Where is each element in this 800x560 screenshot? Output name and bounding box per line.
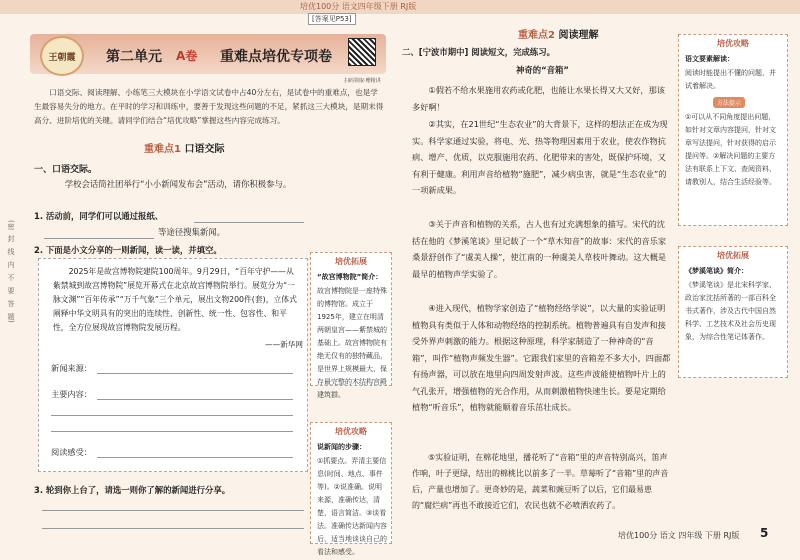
brand-logo: 王朝霞 — [40, 36, 84, 76]
top-bar-text: 培优100分 语文四年级下册 RJ版 — [300, 2, 417, 11]
left-column — [24, 20, 394, 556]
essay-title: 神奇的“音箱” — [516, 65, 569, 75]
section-title: 阅读理解 — [558, 30, 599, 41]
tip-title: 说新闻的步骤： — [317, 443, 366, 451]
tip-heading: 培优拓展 — [335, 256, 367, 266]
method-hint-button[interactable]: 方法提示 — [713, 97, 745, 108]
section-heading-oral — [144, 140, 224, 155]
essay-paragraph-2: ②其实，在21世纪“生态农业”的大背景下，这样的想法正在成为现实。科学家通过实验，将电、光、热等物理因素用于农业，使农作物抗病、增产、优质，以克服施用农药、化肥带来的害处，既保护环境，又有利于健康。利用声音给植物“施肥”，减少病虫害，就是“生态农业”的一项新成果。 — [412, 119, 668, 195]
tip-heading: 培优拓展 — [717, 250, 749, 260]
tip-box-mengxi — [678, 246, 788, 378]
tip-heading: 培优攻略 — [717, 38, 749, 48]
intro-paragraph: 口语交际、阅读理解、小练笔三大模块在小学语文试卷中占40分左右，是试卷中的重难点，也是学生最容易失分的地方。在平时的学习和训练中，要善于发现这些问题的不足，紧抓这三大模块，是期末得高分、进阶培优的关键。请同学们结合“培优攻略”掌握这些内容完成练习。 — [34, 88, 384, 125]
title-banner — [30, 34, 386, 74]
question-1-2: 2. 下面是小文分享的一则新闻，读一读，并填空。 — [34, 245, 222, 255]
section-title: 口语交际 — [184, 144, 225, 155]
tip-title: “故宫博物院”简介： — [317, 273, 383, 281]
tip-heading: 培优攻略 — [335, 426, 367, 436]
essay-paragraph-4: ④进入现代，植物学家创造了“植物经络学说”，以大量的实验证明植物具有类似于人体和动物经络的控制系统。植物普遍具有自发声和接受外界声刺激的能力。根据这种原理，科学家制造了一种神奇的“音箱”，叫作“植物声频发生器”。它跟我们家里的音箱差不多大小，四面都有扬声器，可以放在地里向四周发射声波。这些声波能使植物叶片上的气孔张开，增强植物的光合作用，从而刺激植物快速生长。要是定期给植物“听音乐”，植物就能顺着音乐茁壮成长。 — [412, 303, 671, 412]
seal-text: 线 — [7, 248, 15, 255]
tip-body: ①抓要点。弄清主要信息(时间、地点、事件等)。②说准确。说明来源，准确传达，清楚，语言简洁。③谈看法。准确传达新闻内容后，适当地谈谈自己的看法和感受。 — [317, 457, 387, 556]
right-column — [398, 20, 798, 550]
question-1-stem: 学校会话筒社团举行“小小新闻发布会”活动，请你积极参与。 — [64, 179, 292, 189]
question-1-1-tail: 等途径搜集新闻。 — [158, 227, 225, 237]
unit-title: 第二单元 — [106, 49, 162, 65]
news-box — [38, 258, 308, 472]
question-1-title: 一、口语交际。 — [34, 165, 98, 175]
seal-text: 题) — [7, 313, 15, 323]
page-title: 重难点培优专项卷 — [220, 49, 332, 65]
tip-body: 故宫博物院是一座特殊的博物馆。成立于1925年，建立在明清两朝皇宫——紫禁城的基础上。故宫博物院有绝无仅有的独特藏品，是世界上规模最大、保存最完整的木结构宫殿建筑群。 — [317, 287, 387, 399]
question-1-3: 3. 轮到你上台了，请选一则你了解的新闻进行分享。 — [34, 485, 231, 495]
label-main-content: 主要内容： — [51, 389, 92, 399]
tip-title: 语文要素解读： — [685, 55, 734, 63]
tip-box-palace — [310, 252, 392, 399]
answer-line[interactable] — [42, 510, 304, 511]
tip-box-reading-method — [678, 34, 788, 226]
answer-line[interactable] — [51, 415, 293, 416]
tip-body: 阅读时能提出不懂的问题，并试着解决。 — [685, 69, 776, 90]
seal-line — [2, 30, 22, 540]
seal-text: 内 — [7, 261, 15, 268]
news-source: ——新华网 — [265, 340, 303, 349]
tip-body: 《梦溪笔谈》是北宋科学家、政治家沈括所著的一部百科全书式著作，涉及古代中国自然科学、工艺技术及社会历史现象，为综合性笔记体著作。 — [685, 281, 776, 341]
answer-line[interactable] — [97, 373, 293, 374]
seal-text: 答 — [7, 300, 15, 307]
seal-text: 封 — [7, 235, 15, 242]
seal-text: 不 — [7, 274, 15, 281]
answer-line[interactable] — [44, 238, 154, 239]
question-1-1: 1. 活动前，同学们可以通过报纸、 — [34, 211, 164, 221]
section-heading-reading — [518, 26, 598, 41]
section-tag: 重难点2 — [518, 30, 555, 41]
tip-box-news-steps — [310, 422, 392, 556]
answer-line[interactable] — [51, 431, 293, 432]
essay-paragraph-1: ①假若不给水果施用农药或化肥，也能让水果长得又大又好，那该多好啊！ — [412, 85, 665, 112]
answer-tag: [答案见P53] — [308, 13, 356, 25]
qr-code-icon[interactable] — [348, 38, 376, 66]
news-text: 2025年是故宫博物院建院100周年。9月29日，“百年守护——从紫禁城到故宫博物院”展览开幕式在北京故宫博物院举行。展览分为“一脉文渊”“百年传承”“万千气象”三个单元，展出文物200件(套)，立体式阐释中华文明具有的突出的连续性、创新性、统一性、包容性、和平性，全方位展现故宫博物院发展历程。 — [53, 267, 297, 332]
label-reading-feeling: 阅读感受： — [51, 447, 92, 457]
tip-body-method: ①可以从不同角度提出问题，如针对文章内容提问，针对文章写法提问，针对获得的启示提问等。②解决问题的主要方法有联系上下文、查阅资料、请教别人，结合生活经验等。 — [685, 113, 776, 186]
seal-text: 要 — [7, 287, 15, 294]
answer-line[interactable] — [194, 222, 304, 223]
section-tag: 重难点1 — [144, 144, 181, 155]
label-news-source: 新闻来源： — [51, 363, 92, 373]
page-number: 5 — [760, 526, 769, 540]
seal-text: (密 — [7, 220, 15, 230]
essay-paragraph-5: ⑤实验证明，在棉花地里，播花听了“音箱”里的声音特别高兴，笛声作响，叶子更绿，结出的棉桃比以前多了一半。草莓听了“音箱”里的声音后，产量也增加了。更奇妙的是，蔬菜和豌豆听了以后，它们最易患的“腐烂病”再也不敢接近它们，农民也就不必喷洒农药了。 — [412, 453, 669, 510]
tip-title: 《梦溪笔谈》简介： — [685, 267, 748, 275]
paper-version: A卷 — [176, 49, 198, 63]
page-footer: 培优100分 语文 四年级 下册 RJ版 — [618, 531, 740, 540]
essay-paragraph-3: ③关于声音和植物的关系，古人也有过充满想象的描写。宋代的沈括在他的《梦溪笔谈》里记载了一个“草木知音”的故事：宋代的音乐家桑景舒创作了“虞美人操”，使江南的一种虞美人草枝叶舞动。这大概是最早的植物声学实验了。 — [412, 219, 667, 279]
top-bar — [0, 0, 800, 14]
qr-caption: 扫码领取·赠精讲 — [344, 78, 381, 84]
answer-line[interactable] — [42, 528, 304, 529]
answer-line[interactable] — [97, 457, 293, 458]
answer-line[interactable] — [97, 399, 293, 400]
question-2-title: 二、[宁波市期中] 阅读短文，完成练习。 — [402, 47, 555, 57]
